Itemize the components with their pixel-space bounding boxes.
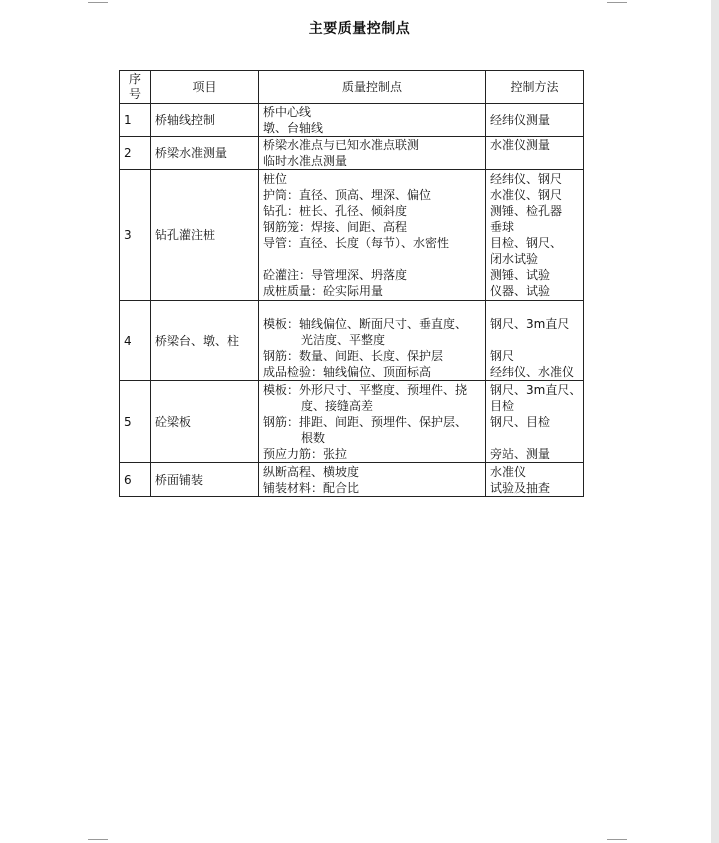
point-line: 钢筋：排距、间距、预埋件、保护层、 (263, 414, 468, 429)
row-points (259, 301, 486, 381)
row-number: 2 (120, 137, 151, 170)
header-points: 质量控制点 (259, 71, 486, 104)
method-line: 钢尺、目检 (490, 414, 551, 429)
table-row (120, 104, 584, 137)
crop-mark (88, 2, 108, 3)
row-item: 桥梁水准测量 (151, 137, 259, 170)
row-item: 桥梁台、墩、柱 (151, 301, 259, 381)
method-line: 水准仪 (490, 464, 527, 479)
page-edge (711, 0, 719, 843)
method-line: 试验及抽查 (490, 480, 551, 495)
point-line: 钢筋笼：焊接、间距、高程 (263, 220, 408, 234)
table-row (120, 301, 584, 381)
method-line: 经纬仪、水准仪 (490, 365, 575, 379)
table-row (120, 381, 584, 463)
row-methods (486, 137, 584, 170)
point-line: 光洁度、平整度 (301, 333, 386, 347)
point-line: 模板：轴线偏位、断面尺寸、垂直度、 (263, 317, 468, 331)
point-line: 护筒：直径、顶高、埋深、偏位 (263, 188, 432, 202)
crop-mark (88, 839, 108, 840)
row-number: 5 (120, 381, 151, 463)
point-line: 度、接缝高差 (301, 398, 374, 413)
row-item: 砼梁板 (151, 381, 259, 463)
point-line: 成桩质量：砼实际用量 (263, 284, 384, 298)
point-line: 成品检验：轴线偏位、顶面标高 (263, 365, 432, 379)
quality-control-table (119, 70, 584, 497)
method-line: 旁站、测量 (490, 446, 551, 461)
crop-mark (607, 2, 627, 3)
point-line: 砼灌注：导管埋深、坍落度 (263, 268, 408, 282)
row-item: 桥轴线控制 (151, 104, 259, 137)
point-line: 墩、台轴线 (263, 121, 324, 135)
method-line: 测锤、试验 (490, 268, 551, 282)
header-methods: 控制方法 (486, 71, 584, 104)
table-header-row (120, 71, 584, 104)
header-item: 项目 (151, 71, 259, 104)
row-points (259, 104, 486, 137)
row-number: 3 (120, 170, 151, 301)
spacer (490, 332, 579, 348)
method-line: 目检 (490, 398, 515, 413)
method-line: 钢尺、3m直尺 (490, 317, 570, 331)
row-methods (486, 381, 584, 463)
point-line: 模板：外形尺寸、平整度、预埋件、挠 (263, 382, 468, 397)
method-line: 水准仪、钢尺 (490, 188, 563, 202)
point-line: 临时水准点测量 (263, 154, 348, 168)
point-line: 桥梁水准点与已知水准点联测 (263, 138, 420, 152)
table-row (120, 170, 584, 301)
point-line: 纵断高程、横坡度 (263, 464, 360, 479)
row-points (259, 137, 486, 170)
row-methods (486, 463, 584, 497)
method-line: 测锤、检孔器 (490, 204, 563, 218)
crop-mark (607, 839, 627, 840)
point-line: 预应力筋：张拉 (263, 446, 348, 461)
method-line: 钢尺 (490, 349, 515, 363)
method-line: 经纬仪、钢尺 (490, 172, 563, 186)
table-row (120, 137, 584, 170)
row-number: 4 (120, 301, 151, 381)
point-line: 钻孔：桩长、孔径、倾斜度 (263, 204, 408, 218)
row-points (259, 381, 486, 463)
row-item: 钻孔灌注桩 (151, 170, 259, 301)
row-methods (486, 301, 584, 381)
point-line: 铺装材料：配合比 (263, 480, 360, 495)
spacer (263, 251, 481, 267)
method-line: 垂球 (490, 220, 515, 234)
row-methods (486, 170, 584, 301)
row-item: 桥面铺装 (151, 463, 259, 497)
method-line: 仪器、试验 (490, 284, 551, 298)
row-number: 1 (120, 104, 151, 137)
point-line: 钢筋：数量、间距、长度、保护层 (263, 349, 444, 363)
table-row (120, 463, 584, 497)
row-points (259, 170, 486, 301)
header-no: 序号 (120, 71, 151, 104)
method-line: 闭水试验 (490, 252, 539, 266)
row-points (259, 463, 486, 497)
method-line: 钢尺、3m直尺、 (490, 382, 582, 397)
spacer (490, 430, 579, 446)
method-line: 目检、钢尺、 (490, 236, 563, 250)
method-line: 水准仪测量 (490, 138, 551, 152)
point-line: 桥中心线 (263, 105, 312, 119)
row-methods (486, 104, 584, 137)
page-title: 主要质量控制点 (308, 21, 411, 37)
point-line: 桩位 (263, 172, 288, 186)
point-line: 根数 (301, 430, 326, 445)
method-line: 经纬仪测量 (490, 113, 551, 127)
point-line: 导管：直径、长度（每节）、水密性 (263, 236, 450, 250)
row-number: 6 (120, 463, 151, 497)
